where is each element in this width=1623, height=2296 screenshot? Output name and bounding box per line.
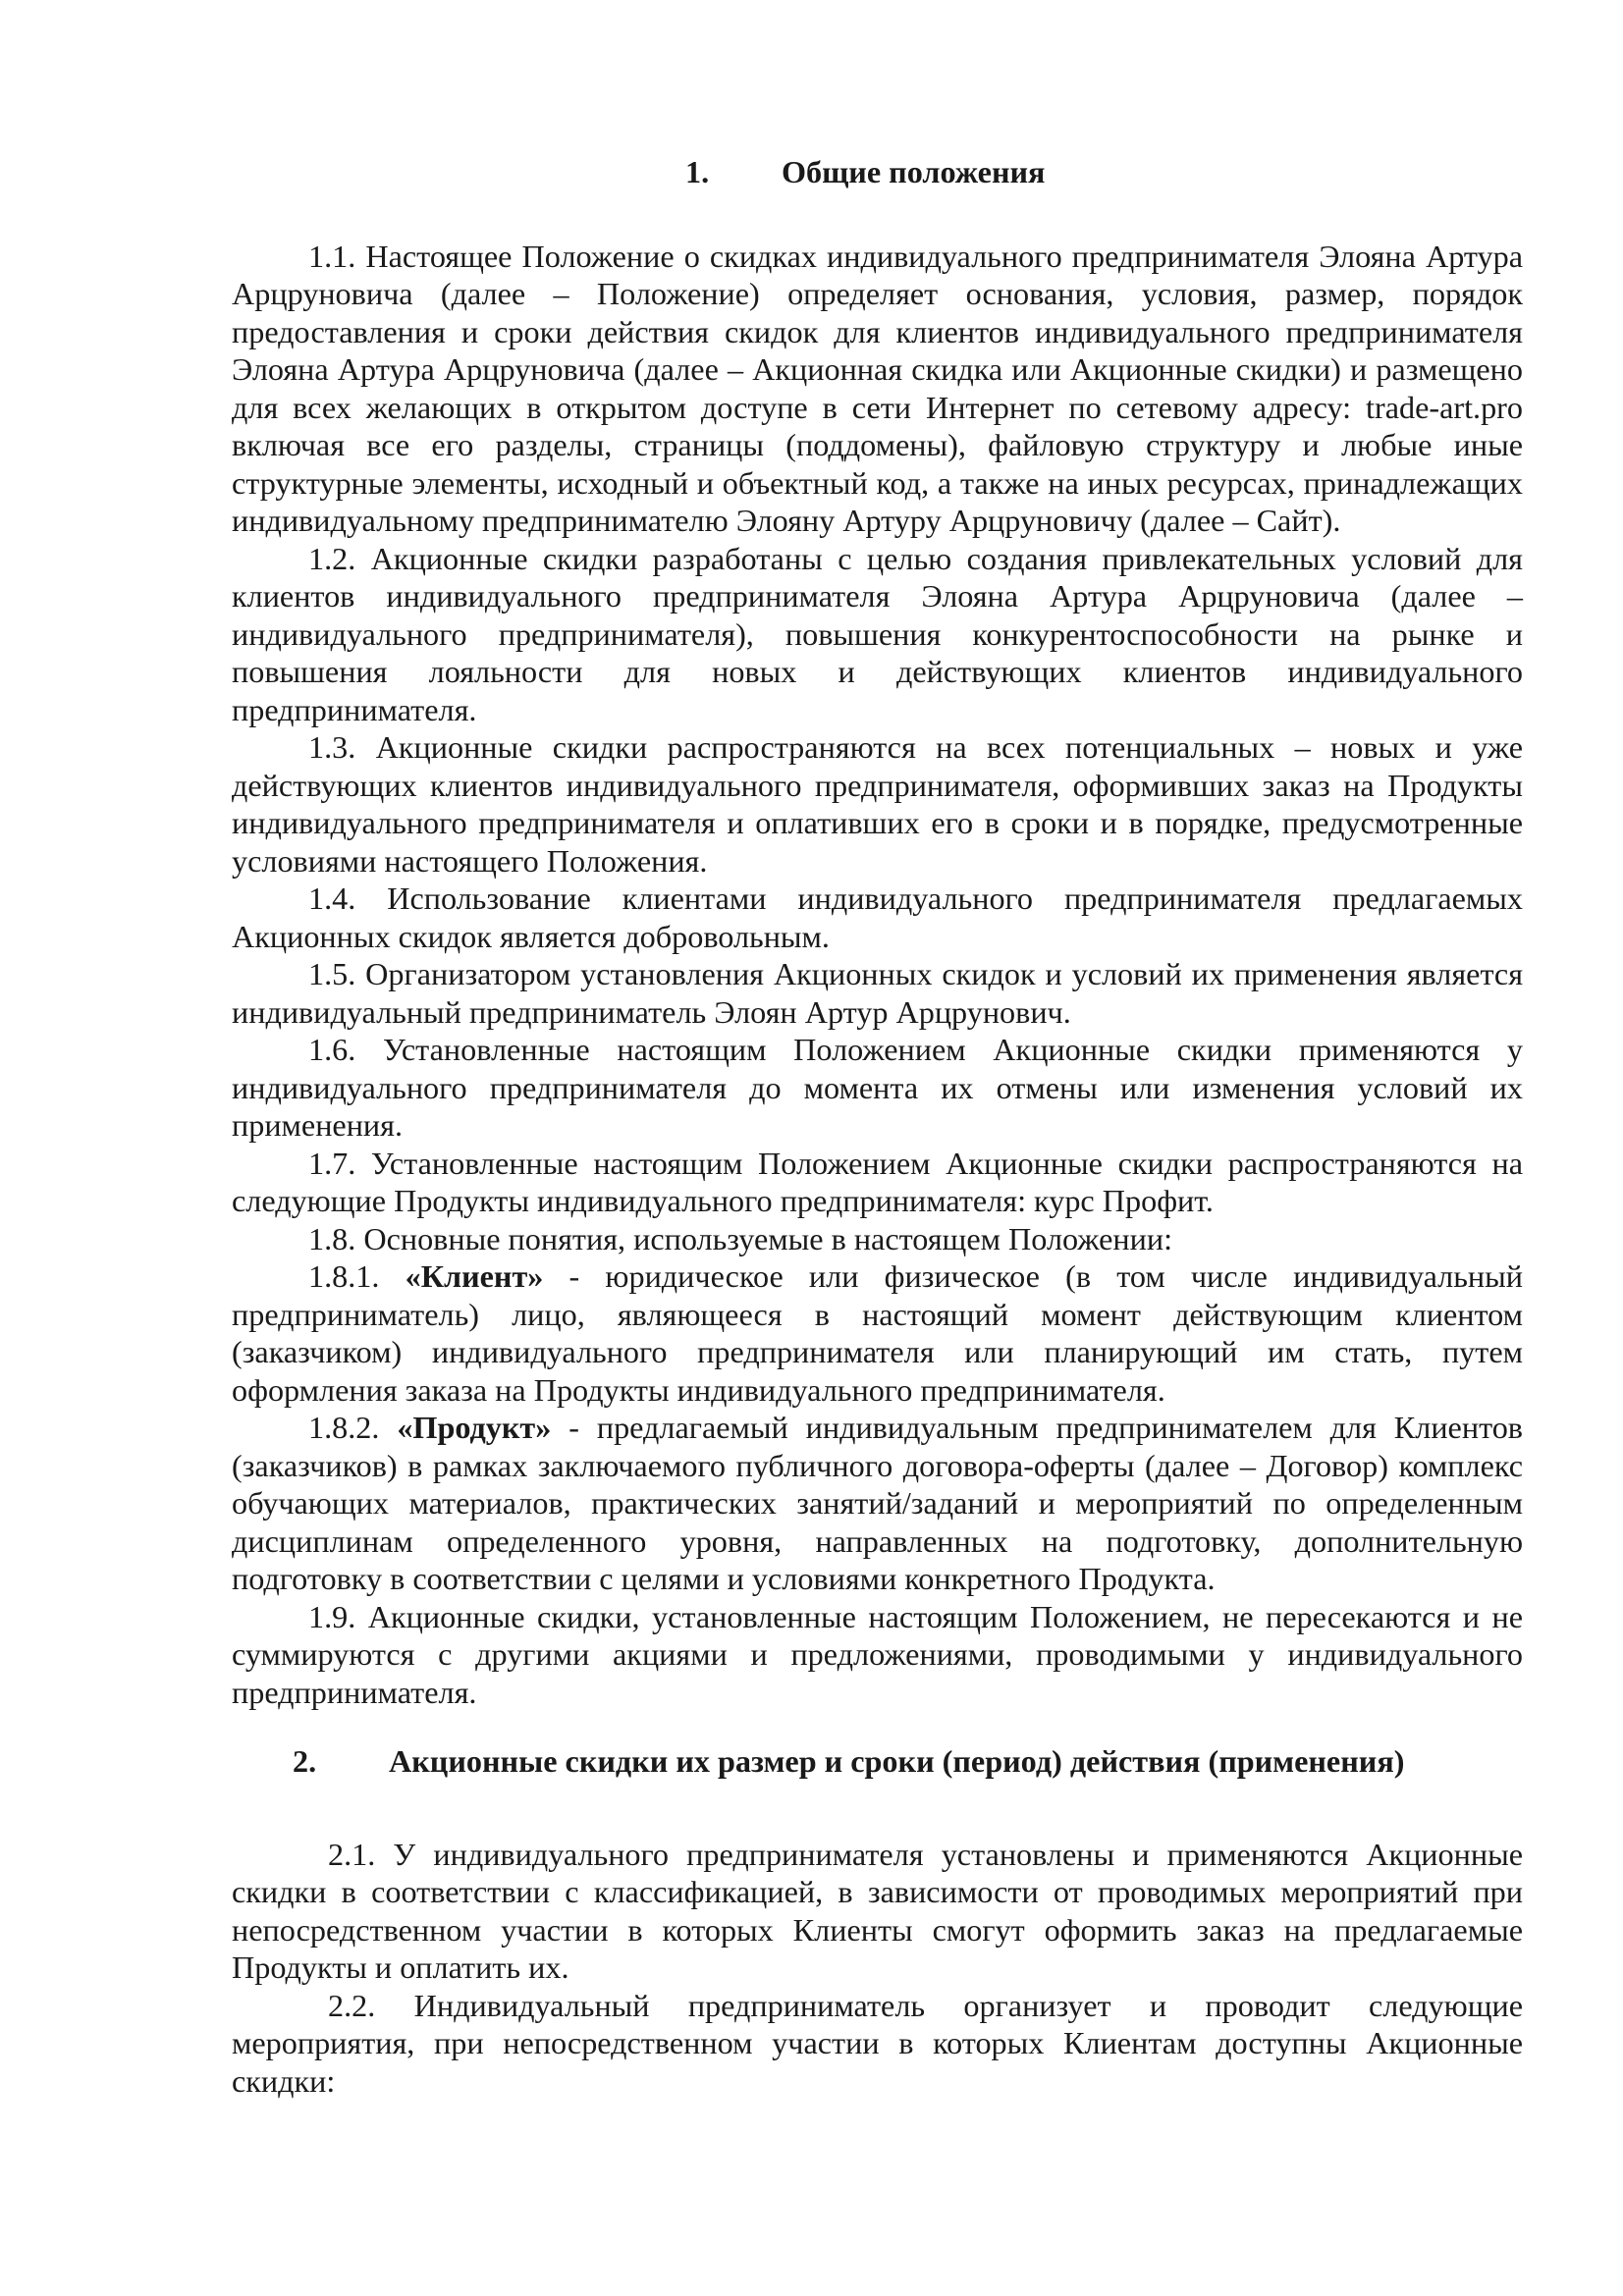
paragraph-1-8-2-text: - предлагаемый индивидуальным предпринимателем для Клиентов (заказчиков) в рамках заключаемого публичного договора-оферты (далее – Договор) комплекс обучающих материалов, практических занятий/заданий и мероприятий по определенным дисциплинам определенного уровня, направленных на подготовку, дополнительную подготовку в соответствии с целями и условиями конкретного Продукта. — [232, 1410, 1524, 1596]
term-product: «Продукт» — [397, 1410, 552, 1445]
section-1-number: 1. — [685, 154, 710, 189]
section-1-title: Общие положения — [782, 154, 1046, 189]
paragraph-1-5: 1.5. Организатором установления Акционных скидок и условий их применения является индивидуальный предприниматель Элоян Артур Арцрунович. — [232, 956, 1523, 1030]
document-page — [232, 147, 1523, 2100]
paragraph-1-8-2-number: 1.8.2. — [308, 1410, 380, 1445]
section-2-title: Акционные скидки их размер и сроки (период) действия (применения) — [389, 1743, 1405, 1779]
paragraph-1-6: 1.6. Установленные настоящим Положением Акционные скидки применяются у индивидуального предпринимателя до момента их отмены или изменения условий их применения. — [232, 1032, 1523, 1143]
section-1-heading — [232, 153, 1523, 191]
paragraph-2-2: 2.2. Индивидуальный предприниматель организует и проводит следующие мероприятия, при непосредственном участии в которых Клиентам доступны Акционные скидки: — [232, 1987, 1523, 2099]
paragraph-1-8-1 — [232, 1257, 1523, 1409]
paragraph-1-2: 1.2. Акционные скидки разработаны с целью создания привлекательных условий для клиентов индивидуального предпринимателя Элояна Артура Арцруновича (далее – индивидуального предпринимателя), повышения конкурентоспособности на рынке и повышения лояльности для новых и действующих клиентов индивидуального предпринимателя. — [232, 540, 1523, 727]
paragraph-1-8-1-number: 1.8.1. — [308, 1258, 380, 1294]
paragraph-1-8: 1.8. Основные понятия, используемые в настоящем Положении: — [308, 1220, 1173, 1256]
paragraph-1-4: 1.4. Использование клиентами индивидуального предпринимателя предлагаемых Акционных скидок является добровольным. — [232, 881, 1523, 954]
paragraph-1-3: 1.3. Акционные скидки распространяются на всех потенциальных – новых и уже действующих клиентов индивидуального предпринимателя, оформивших заказ на Продукты индивидуального предпринимателя и оплативших его в сроки и в порядке, предусмотренные условиями настоящего Положения. — [232, 729, 1523, 879]
term-client: «Клиент» — [405, 1258, 544, 1294]
section-2-heading — [232, 1742, 1523, 1781]
paragraph-1-8-1-text: - юридическое или физическое (в том числе индивидуальный предприниматель) лицо, являющееся в настоящий момент действующим клиентом (заказчиком) индивидуального предпринимателя или планирующий им стать, путем оформления заказа на Продукты индивидуального предпринимателя. — [232, 1258, 1524, 1408]
paragraph-2-1: 2.1. У индивидуального предпринимателя установлены и применяются Акционные скидки в соответствии с классификацией, в зависимости от проводимых мероприятий при непосредственном участии в которых Клиенты смогут оформить заказ на предлагаемые Продукты и оплатить их. — [232, 1836, 1523, 1985]
section-2-number: 2. — [293, 1743, 317, 1779]
paragraph-1-1: 1.1. Настоящее Положение о скидках индивидуального предпринимателя Элояна Артура Арцруновича (далее – Положение) определяет основания, условия, размер, порядок предоставления и сроки действия скидок для клиентов индивидуального предпринимателя Элояна Артура Арцруновича (далее – Акционная скидка или Акционные скидки) и размещено для всех желающих в открытом доступе в сети Интернет по сетевому адресу: trade-art.pro включая все его разделы, страницы (поддомены), файловую структуру и любые иные структурные элементы, исходный и объектный код, а также на иных ресурсах, принадлежащих индивидуальному предпринимателю Элояну Артуру Арцруновичу (далее – Сайт). — [232, 238, 1523, 538]
paragraph-1-7: 1.7. Установленные настоящим Положением Акционные скидки распространяются на следующие Продукты индивидуального предпринимателя: курс Профит. — [232, 1145, 1523, 1218]
paragraph-1-9: 1.9. Акционные скидки, установленные настоящим Положением, не пересекаются и не суммируются с другими акциями и предложениями, проводимыми у индивидуального предпринимателя. — [232, 1598, 1523, 1710]
paragraph-1-8-2 — [232, 1409, 1523, 1598]
